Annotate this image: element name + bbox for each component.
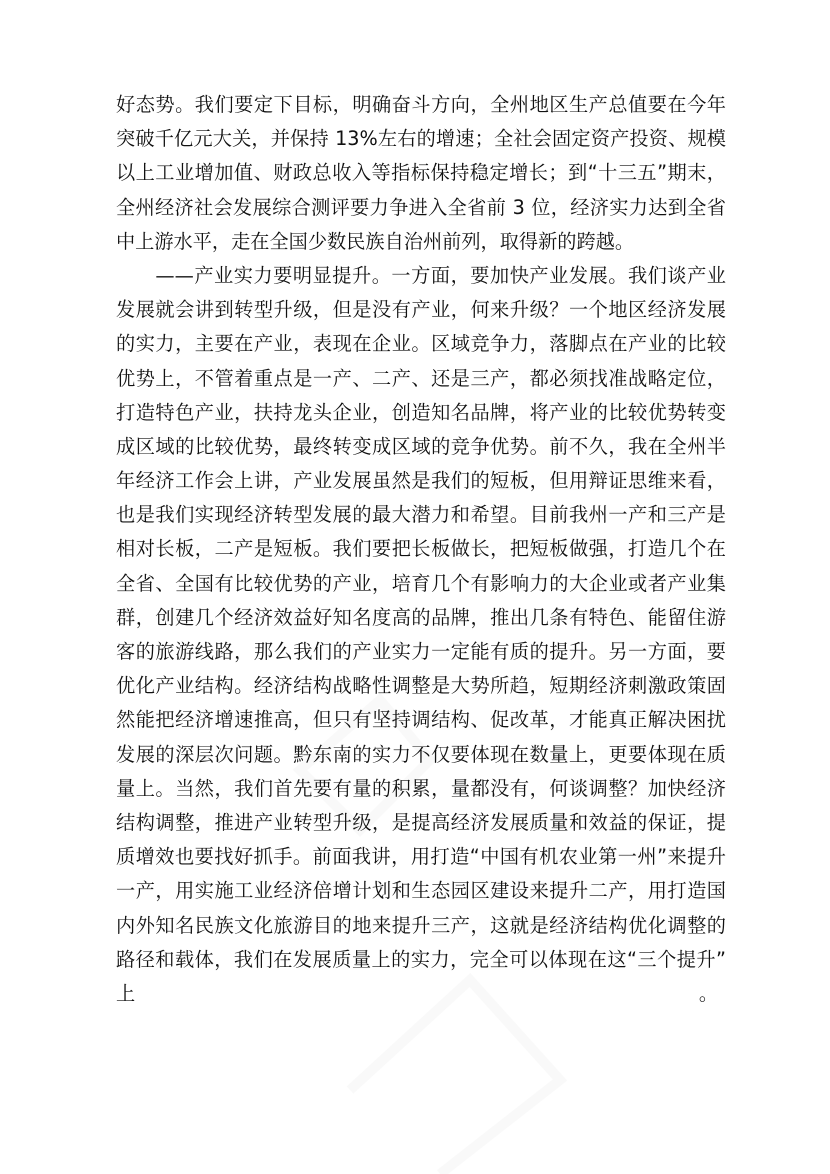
text-line: 内外知名民族文化旅游目的地来提升三产，这就是经济结构优化调整的 (116, 913, 726, 937)
text-line: 中上游水平，走在全国少数民族自治州前列，取得新的跨越。 (116, 229, 635, 253)
text-line: 好态势。我们要定下目标，明确奋斗方向，全州地区生产总值要在今年 (116, 93, 726, 116)
text-line: 打造特色产业，扶持龙头企业，创造知名品牌，将产业的比较优势转变 (116, 400, 726, 424)
text-line: 发展就会讲到转型升级，但是没有产业，何来升级？一个地区经济发展 (116, 298, 726, 322)
text-line: ——产业实力要明显提升。一方面，要加快产业发展。我们谈产业 (116, 263, 726, 287)
text-line: 全州经济社会发展综合测评要力争进入全省前 3 位，经济实力达到全省 (116, 195, 726, 219)
text-line: 发展的深层次问题。黔东南的实力不仅要体现在数量上，更要体现在质 (116, 742, 726, 766)
text-line: 相对长板，二产是短板。我们要把长板做长，把短板做强，打造几个在 (116, 537, 726, 561)
text-line: 优势上，不管着重点是一产、二产、还是三产，都必须找准战略定位， (116, 366, 726, 390)
text-line: 优化产业结构。经济结构战略性调整是大势所趋，短期经济刺激政策固 (116, 674, 726, 698)
text-line: 结构调整，推进产业转型升级，是提高经济发展质量和效益的保证，提 (116, 810, 726, 834)
text-line: 以上工业增加值、财政总收入等指标保持稳定增长；到“十三五”期末， (116, 161, 726, 185)
text-line: 质增效也要找好抓手。前面我讲，用打造“中国有机农业第一州”来提升 (116, 845, 726, 869)
text-line: 群，创建几个经济效益好知名度高的品牌，推出几条有特色、能留住游 (116, 605, 726, 629)
final-line-end: 。 (698, 981, 718, 1005)
text-line: 也是我们实现经济转型发展的最大潜力和希望。目前我州一产和三产是 (116, 503, 726, 527)
text-line: 一产，用实施工业经济倍增计划和生态园区建设来提升二产，用打造国 (116, 879, 726, 903)
text-line: 突破千亿元大关，并保持 13%左右的增速；全社会固定资产投资、规模 (116, 127, 726, 151)
text-line: 全省、全国有比较优势的产业，培育几个有影响力的大企业或者产业集 (116, 571, 726, 595)
text-line-final (116, 977, 726, 1011)
body-text (116, 88, 726, 1011)
final-line-start: 上 (116, 981, 136, 1005)
text-line: 年经济工作会上讲，产业发展虽然是我们的短板，但用辩证思维来看， (116, 469, 726, 493)
text-line: 路径和载体，我们在发展质量上的实力，完全可以体现在这“三个提升” (116, 947, 726, 971)
text-line: 的实力，主要在产业，表现在企业。区域竞争力，落脚点在产业的比较 (116, 332, 726, 356)
text-line: 量上。当然，我们首先要有量的积累，量都没有，何谈调整？加快经济 (116, 776, 726, 800)
text-line: 客的旅游线路，那么我们的产业实力一定能有质的提升。另一方面，要 (116, 640, 726, 663)
text-line: 成区域的比较优势，最终转变成区域的竞争优势。前不久，我在全州半 (116, 434, 726, 458)
text-line: 然能把经济增速推高，但只有坚持调结构、促改革，才能真正解决困扰 (116, 708, 726, 732)
